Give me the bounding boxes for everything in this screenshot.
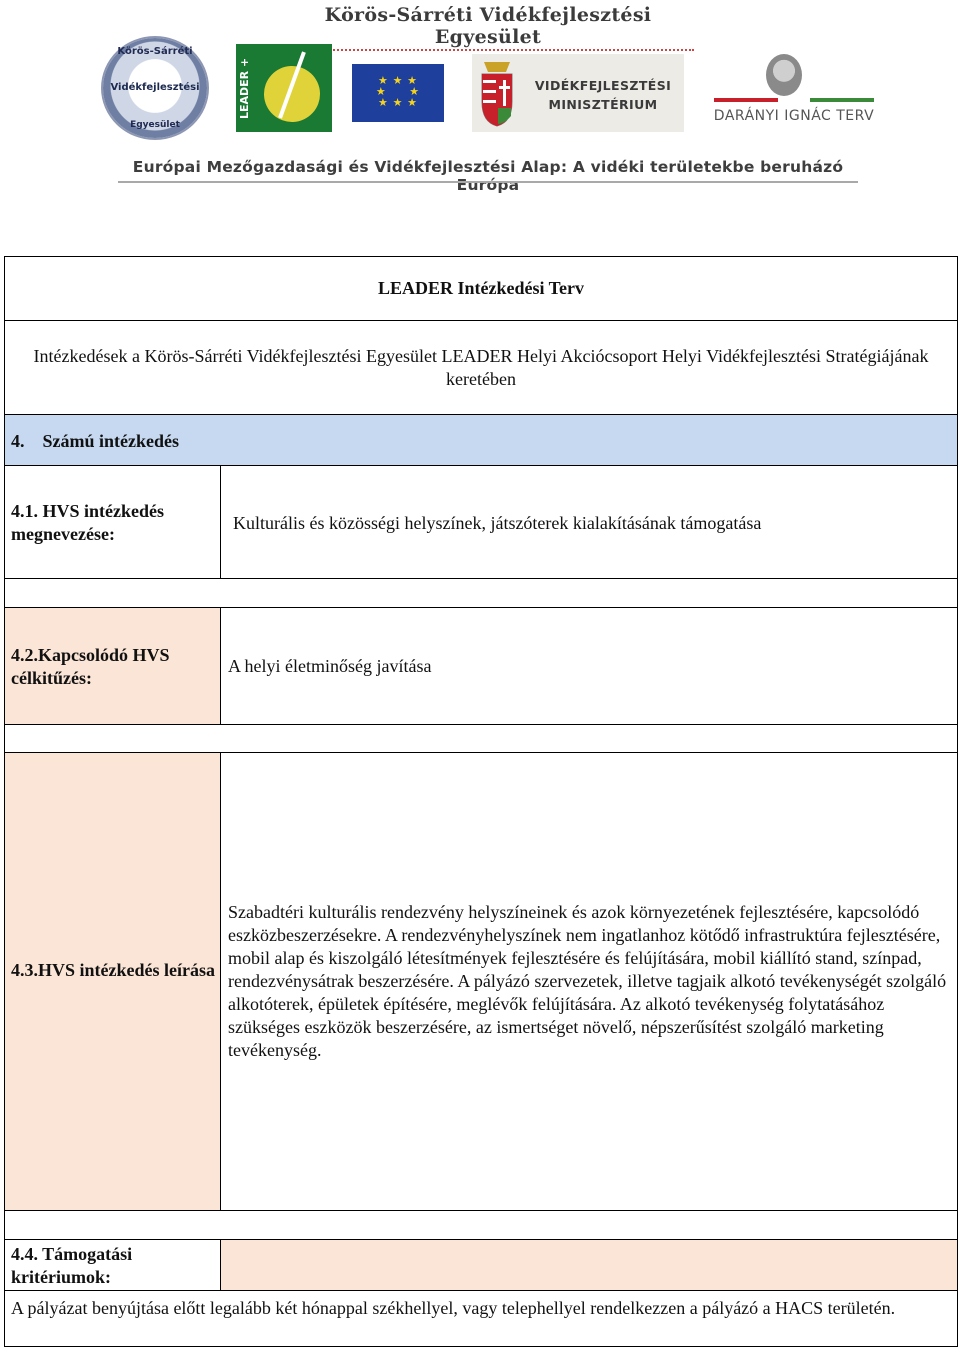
leader-logo bbox=[236, 44, 332, 132]
document-title: LEADER Intézkedési Terv bbox=[377, 278, 584, 298]
criteria-header-bg bbox=[221, 1240, 957, 1290]
column-divider bbox=[220, 465, 221, 578]
ministry-logo bbox=[472, 54, 684, 132]
column-divider bbox=[220, 607, 221, 724]
ministry-line2: MINISZTÉRIUM bbox=[548, 97, 658, 112]
criteria-value: A pályázat benyújtása előtt legalább két hónappal székhellyel, vagy telephellyel rendelkezzen a pályázó a HACS területén. bbox=[11, 1298, 896, 1318]
leader-disc-icon bbox=[255, 57, 329, 131]
hungarian-crest-icon bbox=[476, 58, 518, 128]
eafrd-slogan: Európai Mezőgazdasági és Vidékfejlesztési Alap: A vidéki területekbe beruházó Európa bbox=[132, 158, 844, 194]
eu-flag-logo bbox=[352, 64, 444, 122]
logo-ring-bottom-text: Egyesület bbox=[130, 120, 180, 130]
name-label: 4.1. HVS intézkedés megnevezése: bbox=[11, 501, 164, 544]
table-rule bbox=[4, 320, 958, 321]
portrait-icon bbox=[766, 54, 802, 96]
header-divider bbox=[118, 180, 858, 183]
criteria-label: 4.4. Támogatási kritériumok: bbox=[11, 1244, 133, 1287]
table-rule bbox=[4, 578, 958, 579]
table-rule bbox=[4, 1290, 958, 1291]
daranyi-terv-logo bbox=[704, 50, 884, 132]
goal-label: 4.2.Kapcsolódó HVS célkitűzés: bbox=[11, 645, 170, 688]
leader-logo-text: LEADER + bbox=[238, 57, 251, 119]
korossarret-logo bbox=[103, 38, 207, 138]
logo-ring-top-text: Körös-Sárréti bbox=[117, 46, 193, 57]
section-header: 4. Számú intézkedés bbox=[11, 431, 179, 451]
daranyi-logo-text: DARÁNYI IGNÁC TERV bbox=[713, 108, 875, 124]
desc-value: Szabadtéri kulturális rendezvény helyszíneinek és azok környezetének fejlesztésére, kapcsolódó eszközbeszerzésekre. A rendezvényhelyszínek nem ingatlanhoz kötődő infrastruktúra fejlesztésére, mobil alap és kiszolgáló létesítmények fejlesztésére és felújítására, mobil kiállító stand, színpad, rendezvénysátrak beszerzésére. A pályázó szervezetek, illetve tagjaik alkotó tevékenységét szolgáló alkotóterek, épületek építésére, meglévők felújítására. Az alkotó tevékenység folytatásához szükséges eszközök beszerzésére, az ismertséget növelő, népszerűsítést szolgáló marketing tevékenység. bbox=[228, 902, 947, 1060]
desc-label: 4.3.HVS intézkedés leírása bbox=[11, 960, 215, 980]
name-value: Kulturális és közösségi helyszínek, játszóterek kialakításának támogatása bbox=[233, 513, 762, 533]
organization-title: Körös-Sárréti Vidékfejlesztési Egyesület bbox=[278, 4, 698, 48]
table-rule bbox=[4, 465, 958, 466]
ministry-line1: VIDÉKFEJLESZTÉSI bbox=[534, 78, 672, 93]
table-rule bbox=[4, 752, 958, 753]
table-rule bbox=[4, 607, 958, 608]
logo-center-text: Vidékfejlesztési bbox=[110, 82, 200, 93]
goal-value: A helyi életminőség javítása bbox=[228, 656, 432, 676]
eu-stars-icon: ★ ★ ★ ★ ★ ★ ★ ★ bbox=[375, 75, 421, 109]
table-rule bbox=[4, 1239, 958, 1240]
table-rule bbox=[4, 724, 958, 725]
column-divider bbox=[220, 752, 221, 1210]
table-rule bbox=[4, 414, 958, 415]
table-rule bbox=[4, 1210, 958, 1211]
tricolor-swoosh-icon bbox=[714, 98, 874, 102]
document-subtitle: Intézkedések a Körös-Sárréti Vidékfejlesztési Egyesület LEADER Helyi Akciócsoport Helyi Vidékfejlesztési Stratégiájának keretében bbox=[33, 346, 929, 389]
ministry-logo-text bbox=[526, 76, 680, 114]
column-divider bbox=[220, 1239, 221, 1290]
